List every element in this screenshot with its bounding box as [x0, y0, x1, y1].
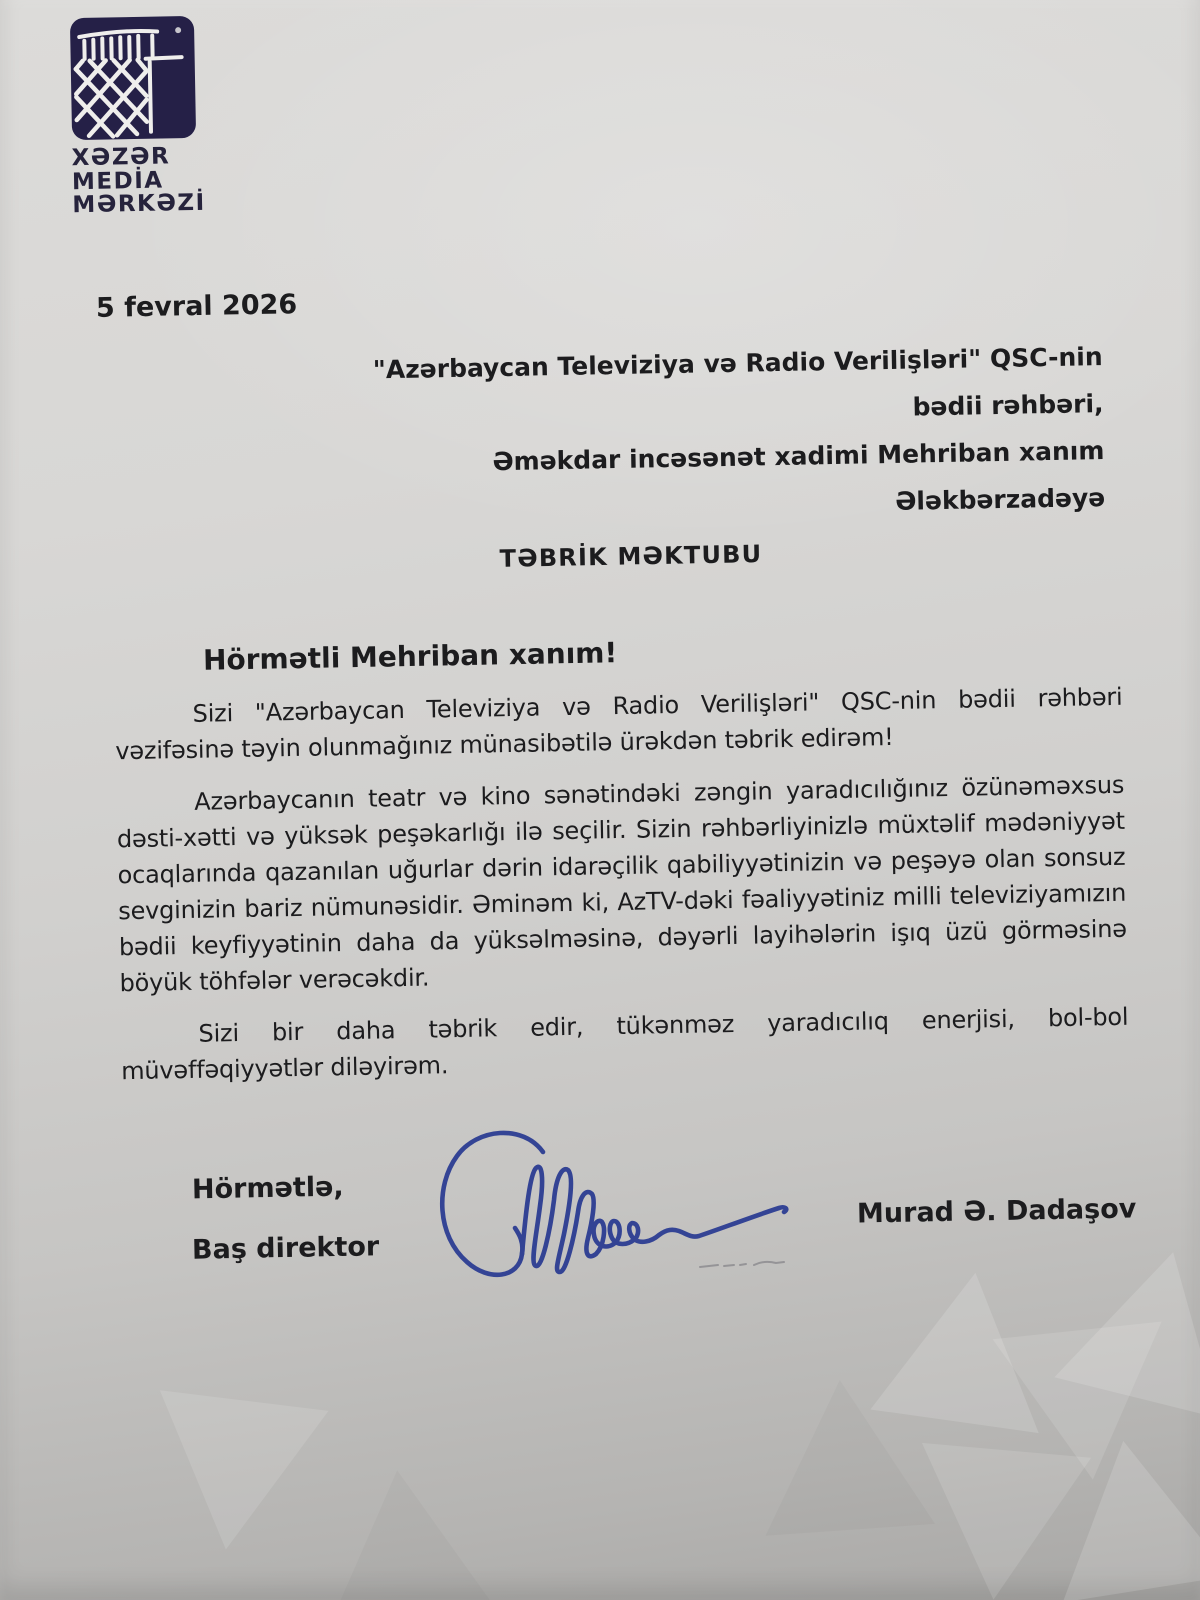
watermark-triangle [313, 1462, 498, 1600]
xazar-media-logo [69, 15, 197, 141]
closing-farewell: Hörmətlə, [191, 1171, 344, 1206]
watermark-triangle [755, 1374, 935, 1535]
watermark-triangle [909, 1443, 1091, 1600]
addressee-line-1: "Azərbaycan Televiziya və Radio Verilişləri" QSC-nin bədii rəhbəri, [372, 342, 1104, 422]
closing-role: Baş direktor [191, 1231, 380, 1266]
org-wordmark-line: XƏZƏR [71, 143, 171, 172]
watermark-triangle [1039, 1428, 1200, 1600]
watermark-triangle [141, 1390, 328, 1560]
paragraph: Sizi "Azərbaycan Televiziya və Radio Verilişləri" QSC-nin bədii rəhbəri vəzifəsinə təyin olunmağınız münasibətilə ürəkdən təbrik edirəm! [115, 682, 1123, 766]
watermark-triangle [1054, 1232, 1200, 1419]
watermark-triangle [993, 1322, 1178, 1489]
signer-name: Murad Ə. Dadaşov [856, 1193, 1137, 1230]
org-wordmark [71, 145, 205, 218]
letter-body [114, 679, 1129, 1105]
salutation: Hörmətli Mehriban xanım! [202, 636, 618, 677]
addressee-line-2: Əməkdar incəsənət xadimi Mehriban xanım Ələkbərzadəyə [492, 436, 1106, 516]
paragraph: Sizi bir daha təbrik edir, tükənməz yaradıcılıq enerjisi, bol-bol müvəffəqiyyətlər diləyirəm. [120, 1002, 1129, 1086]
org-wordmark-line: MEDİA [71, 167, 164, 195]
org-wordmark-line: MƏRKƏZİ [72, 189, 206, 219]
paragraph: Azərbaycanın teatr və kino sənətindəki zəngin yaradıcılığınız özünəməxsus dəsti-xətti və yüksək peşəkarlığı ilə seçilir. Sizin rəhbərliyinizlə müxtəlif mədəniyyət ocaqlarında qazanılan uğurlar dərin idarəçilik qabiliyyətinizin və peşəyə olan sonsuz sevginizin bariz nümunəsidir. Əminəm ki, AzTV-dəki fəaliyyətiniz milli televiziyamızın bədii keyfiyyətinin daha da yüksəlməsinə, dəyərli layihələrin işıq üzü görməsinə böyük töhfələr verəcəkdir. [116, 770, 1128, 998]
maiden-tower-icon [69, 15, 197, 141]
signature-ink [425, 1112, 797, 1290]
letter-title: TƏBRİK MƏKTUBU [499, 540, 763, 573]
letter-date: 5 fevral 2026 [95, 289, 298, 324]
watermark-triangle [870, 1261, 1059, 1433]
signature-icon [425, 1112, 797, 1290]
addressee-block [342, 333, 1105, 535]
